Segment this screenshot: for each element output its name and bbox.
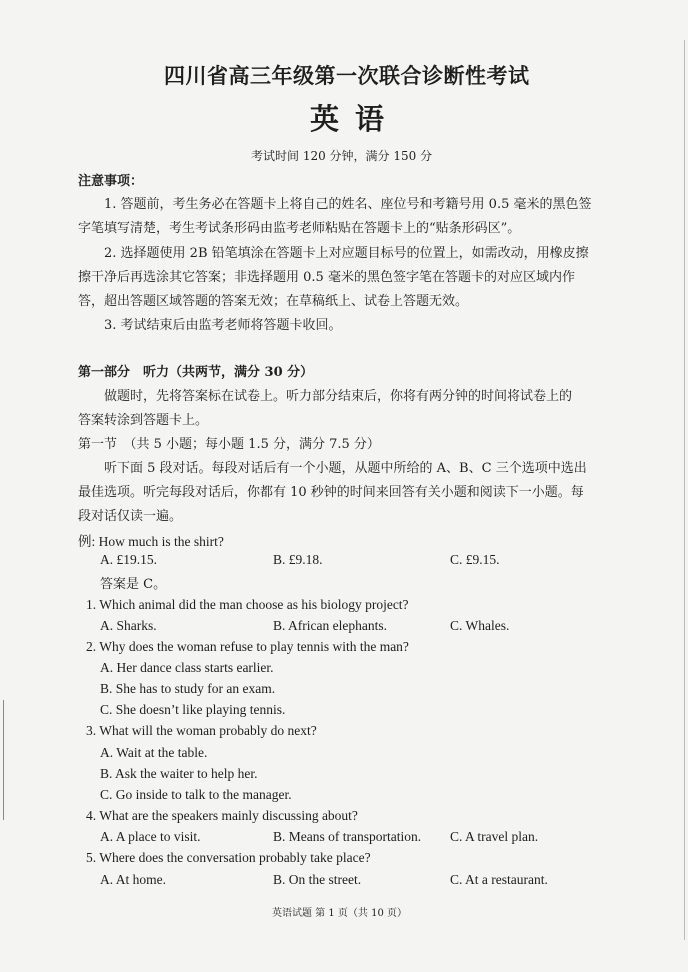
question-5-option-c: C. At a restaurant. (450, 872, 548, 887)
question-2-stem: 2. Why does the woman refuse to play tennis with the man? (86, 639, 409, 654)
question-3-stem: 3. What will the woman probably do next? (86, 723, 317, 738)
scan-edge-left (3, 700, 4, 820)
exam-title: 四川省高三年级第一次联合诊断性考试 (164, 63, 530, 88)
time-info: 考试时间 120 分钟，满分 150 分 (251, 149, 433, 163)
question-5-stem: 5. Where does the conversation probably take place? (86, 850, 371, 865)
example-option-a: A. £19.15. (100, 552, 157, 567)
note-1-line-1: 1. 答题前，考生务必在答题卡上将自己的姓名、座位号和考籍号用 0.5 毫米的黑色签 (104, 197, 592, 212)
example-answer: 答案是 C。 (100, 577, 167, 592)
question-3-option-a: A. Wait at the table. (100, 745, 208, 760)
question-1-option-b: B. African elephants. (273, 618, 387, 633)
part1-heading: 第一部分 听力（共两节，满分 30 分） (78, 365, 314, 380)
note-1-line-2: 字笔填写清楚，考生考试条形码由监考老师粘贴在答题卡上的“贴条形码区”。 (78, 221, 521, 236)
note-2-line-3: 答，超出答题区域答题的答案无效；在草稿纸上、试卷上答题无效。 (78, 294, 469, 309)
question-4-option-b: B. Means of transportation. (273, 829, 422, 844)
note-3: 3. 考试结束后由监考老师将答题卡收回。 (104, 318, 342, 333)
question-2-option-b: B. She has to study for an exam. (100, 681, 276, 696)
question-5-option-b: B. On the street. (273, 872, 362, 887)
example-option-c: C. £9.15. (450, 552, 500, 567)
question-5-option-a: A. At home. (100, 872, 166, 887)
question-1-option-c: C. Whales. (450, 618, 510, 633)
question-4-option-a: A. A place to visit. (100, 829, 201, 844)
question-1-stem: 1. Which animal did the man choose as his biology project? (86, 597, 409, 612)
note-2-line-1: 2. 选择题使用 2B 铅笔填涂在答题卡上对应题目标号的位置上，如需改动，用橡皮擦 (104, 246, 589, 261)
question-4-stem: 4. What are the speakers mainly discussing about? (86, 808, 358, 823)
example-question: 例: How much is the shirt? (78, 534, 224, 549)
section1-heading: 第一节 （共 5 小题；每小题 1.5 分，满分 7.5 分） (78, 437, 380, 452)
notes-heading: 注意事项： (78, 174, 144, 189)
section1-intro-line-3: 段对话仅读一遍。 (78, 509, 183, 524)
section1-intro-line-2: 最佳选项。听完每段对话后，你都有 10 秒钟的时间来回答有关小题和阅读下一小题。每 (78, 485, 584, 500)
example-option-b: B. £9.18. (273, 552, 323, 567)
question-1-option-a: A. Sharks. (100, 618, 157, 633)
page-footer: 英语试题 第 1 页（共 10 页） (272, 908, 407, 919)
section1-intro-line-1: 听下面 5 段对话。每段对话后有一个小题，从题中所给的 A、B、C 三个选项中选出 (104, 461, 587, 476)
subject-title: 英语 (310, 102, 401, 136)
scan-edge-right (684, 40, 685, 940)
part1-intro-line-2: 答案转涂到答题卡上。 (78, 413, 209, 428)
question-3-option-c: C. Go inside to talk to the manager. (100, 787, 292, 802)
note-2-line-2: 擦干净后再选涂其它答案；非选择题用 0.5 毫米的黑色签字笔在答题卡的对应区域内作 (78, 270, 575, 285)
part1-intro-line-1: 做题时，先将答案标在试卷上。听力部分结束后，你将有两分钟的时间将试卷上的 (104, 389, 573, 404)
question-2-option-a: A. Her dance class starts earlier. (100, 660, 274, 675)
question-3-option-b: B. Ask the waiter to help her. (100, 766, 258, 781)
question-2-option-c: C. She doesn’t like playing tennis. (100, 702, 286, 717)
question-4-option-c: C. A travel plan. (450, 829, 539, 844)
